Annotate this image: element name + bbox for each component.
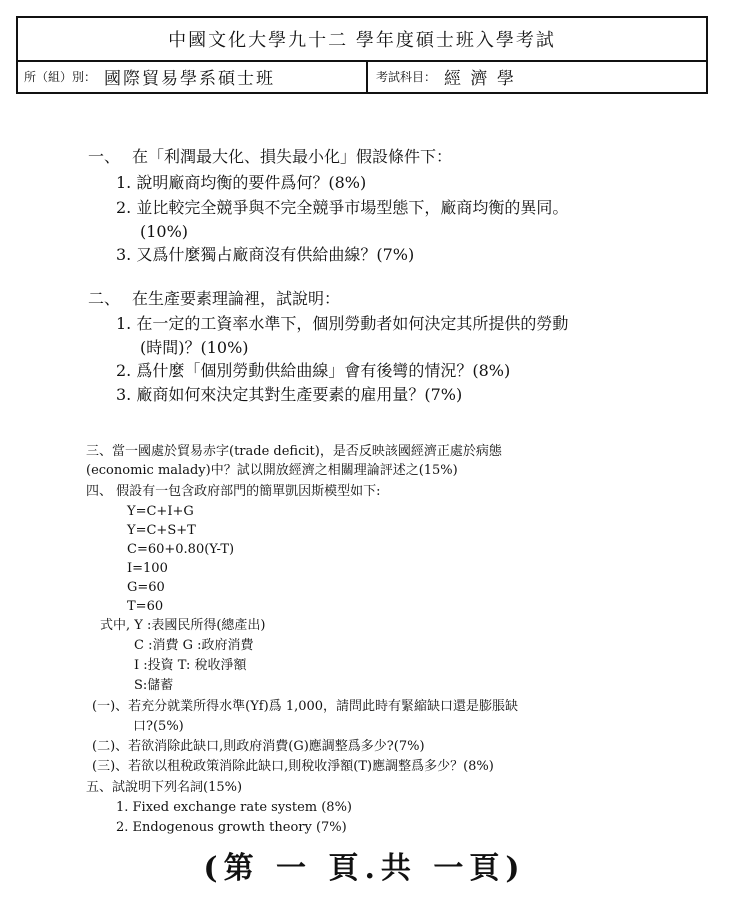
question-5-item: 1. Fixed exchange rate system (8%): [116, 800, 352, 815]
subject-value: 經 濟 學: [444, 68, 516, 89]
question-2-item: 1. 在一定的工資率水準下，個別勞動者如何決定其所提供的勞動: [116, 314, 569, 333]
department-label: 所（組）別：: [24, 69, 97, 84]
exam-header: [16, 16, 708, 94]
question-5-item: 2. Endogenous growth theory (7%): [116, 820, 347, 835]
department-cell: [18, 60, 368, 92]
equation: T=60: [127, 599, 164, 614]
subject-label: 考試科目：: [376, 69, 437, 84]
equation: C=60+0.80(Y-T): [127, 542, 235, 557]
question-1-item: 1. 說明廠商均衡的要件爲何？(8%): [116, 173, 367, 192]
department-value: 國際貿易學系碩士班: [104, 68, 276, 89]
subject-cell: [368, 60, 706, 92]
definition-line: I :投資 T: 稅收淨額: [134, 658, 247, 673]
question-2-item: 2. 爲什麼「個別勞動供給曲線」會有後彎的情況？(8%): [116, 361, 511, 380]
page-footer: (第 一 頁.共 一頁): [203, 851, 526, 886]
definition-line: S:儲蓄: [134, 678, 174, 693]
sub-question-2: (二)、若欲消除此缺口,則政府消費(G)應調整爲多少?(7%): [92, 739, 425, 754]
question-3-line: (economic malady)中？試以開放經濟之相關理論評述之(15%): [86, 463, 458, 478]
header-info-row: [18, 60, 706, 92]
question-1-item: 3. 又爲什麼獨占廠商沒有供給曲線？(7%): [116, 245, 415, 264]
exam-title: 中國文化大學九十二 學年度碩士班入學考試: [18, 18, 706, 62]
question-2-number: 二、: [88, 289, 121, 308]
equation: Y=C+I+G: [127, 504, 194, 519]
question-2-stem: 在生產要素理論裡，試說明：: [132, 289, 341, 308]
question-3-line: 三、當一國處於貿易赤字(trade deficit)，是否反映該國經濟正處於病態: [86, 444, 502, 459]
sub-question-1: (一)、若充分就業所得水準(Yf)爲 1,000，請問此時有緊縮缺口還是膨脹缺: [92, 699, 519, 714]
question-1-number: 一、: [88, 147, 121, 166]
definition-line: C :消費 G :政府消費: [134, 638, 254, 653]
question-4-stem: 四、 假設有一包含政府部門的簡單凱因斯模型如下:: [86, 484, 381, 499]
sub-question-1-cont: 口?(5%): [133, 719, 184, 734]
question-2-item: (時間)？(10%): [140, 338, 249, 357]
question-1-item: (10%): [140, 222, 189, 241]
question-1-item: 2. 並比較完全競爭與不完全競爭市場型態下，廠商均衡的異同。: [116, 198, 569, 217]
equation: Y=C+S+T: [127, 523, 196, 538]
equation: G=60: [127, 580, 165, 595]
question-1-stem: 在「利潤最大化、損失最小化」假設條件下：: [132, 147, 453, 166]
equation: I=100: [127, 561, 168, 576]
question-5-stem: 五、試說明下列名詞(15%): [86, 780, 243, 795]
question-2-item: 3. 廠商如何來決定其對生產要素的雇用量？(7%): [116, 385, 463, 404]
sub-question-3: (三)、若欲以租稅政策消除此缺口,則稅收淨額(T)應調整爲多少？(8%): [92, 759, 494, 774]
definition-intro: 式中, Y :表國民所得(總產出): [100, 618, 266, 633]
